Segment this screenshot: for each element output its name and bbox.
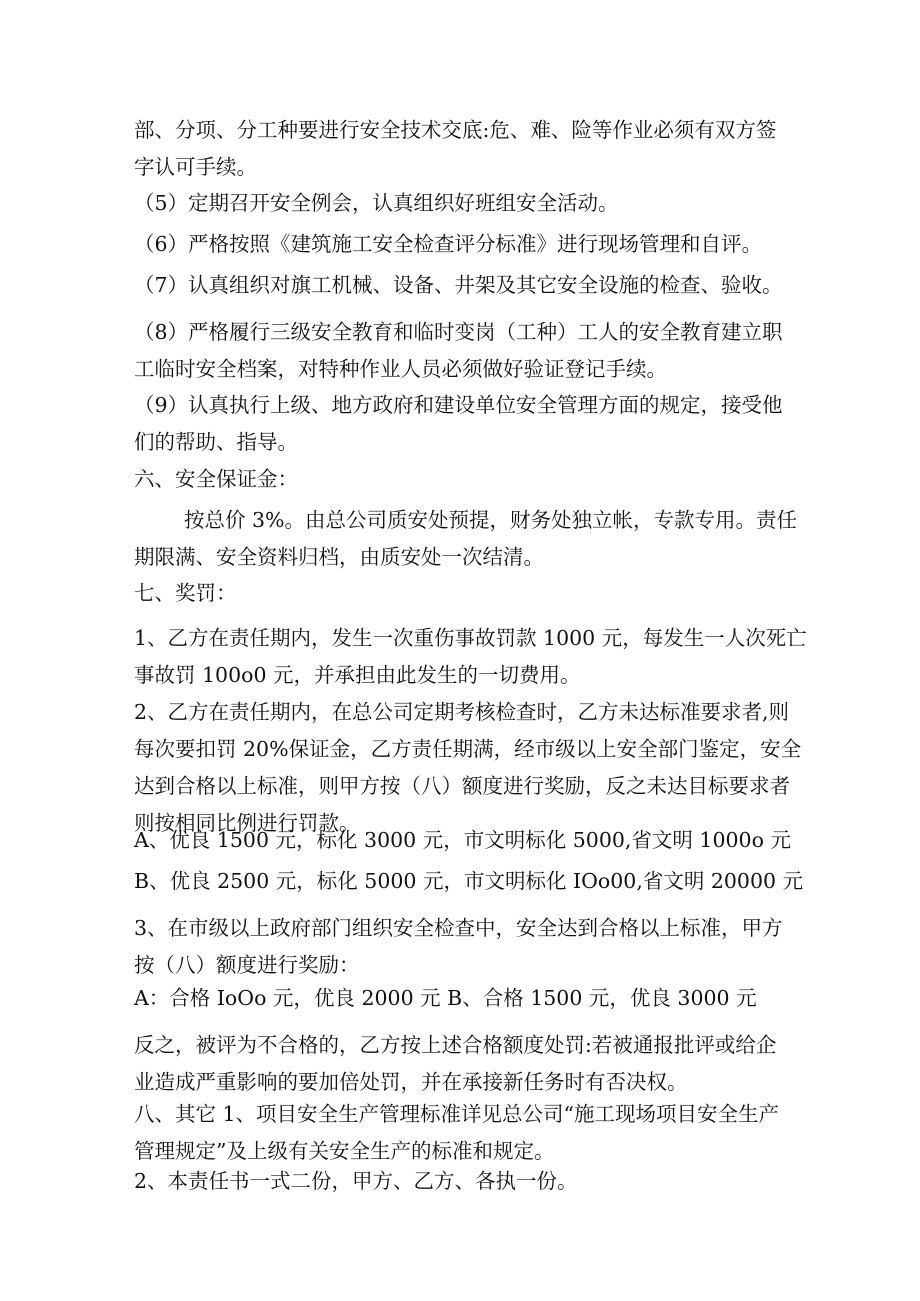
paragraph-reward-3 (134, 910, 824, 984)
paragraph-item-5 (134, 185, 824, 222)
text-line: A：合格 IoOo 元，优良 2000 元 B、合格 1500 元，优良 3000 元 (134, 986, 757, 1010)
text-line: （8）严格履行三级安全教育和临时变岗（工种）工人的安全教育建立职 (134, 320, 783, 344)
paragraph-reward-3-amounts (134, 980, 824, 1017)
paragraph-item-6 (134, 226, 824, 263)
section-heading-deposit (134, 461, 824, 498)
section-heading-other (134, 1096, 824, 1170)
text-line: 事故罚 100o0 元，并承担由此发生的一切费用。 (134, 663, 581, 687)
text-line: 按总价 3%。由总公司质安处预提，财务处独立帐，专款专用。责任 (184, 508, 798, 532)
text-line: A、优良 1500 元，标化 3000 元，市文明标化 5000,省文明 1000o 元 (134, 828, 791, 852)
text-line: 工临时安全档案，对特种作业人员必须做好验证登记手续。 (134, 357, 667, 381)
text-line: 六、安全保证金： (134, 467, 298, 491)
text-line: （9）认真执行上级、地方政府和建设单位安全管理方面的规定，接受他 (134, 393, 783, 417)
text-line: 达到合格以上标准，则甲方按（八）额度进行奖励，反之未达目标要求者 (134, 774, 790, 798)
text-line: （5）定期召开安全例会，认真组织好班组安全活动。 (134, 191, 619, 215)
paragraph-reward-2 (134, 694, 824, 842)
text-line: 期限满、安全资料归档，由质安处一次结清。 (134, 545, 544, 569)
paragraph-reward-1 (134, 620, 824, 694)
text-line: 管理规定”及上级有关安全生产的标准和规定。 (134, 1139, 555, 1163)
section-heading-rewards (134, 575, 824, 612)
paragraph-item-7 (134, 267, 824, 304)
paragraph-reward-a (134, 822, 824, 859)
text-line: 2、本责任书一式二份，甲方、乙方、各执一份。 (134, 1169, 578, 1193)
text-line: 八、其它 1、项目安全生产管理标准详见总公司“施工现场项目安全生产 (134, 1102, 780, 1126)
text-line: 字认可手续。 (134, 155, 257, 179)
text-line: 3、在市级以上政府部门组织安全检查中，安全达到合格以上标准，甲方 (134, 916, 783, 940)
paragraph-item-9 (134, 387, 824, 461)
text-line: （7）认真组织对旗工机械、设备、井架及其它安全设施的检查、验收。 (134, 273, 783, 297)
text-line: 按（八）额度进行奖励： (134, 953, 360, 977)
text-line: 七、奖罚： (134, 581, 237, 605)
text-line: 们的帮助、指导。 (134, 430, 298, 454)
text-line: 每次要扣罚 20%保证金，乙方责任期满，经市级以上安全部门鉴定，安全 (134, 737, 802, 761)
text-line: 部、分项、分工种要进行安全技术交底:危、难、险等作业必须有双方签 (134, 118, 777, 142)
text-line: 反之，被评为不合格的，乙方按上述合格额度处罚:若被通报批评或给企 (134, 1033, 777, 1057)
text-line: 2、乙方在责任期内，在总公司定期考核检查时，乙方未达标准要求者,则 (134, 700, 790, 724)
paragraph-copies (134, 1163, 824, 1200)
text-line: 则按相同比例进行罚款。 (134, 811, 360, 835)
paragraph-penalty (134, 1027, 824, 1101)
paragraph-reward-b (134, 863, 824, 900)
text-line: （6）严格按照《建筑施工安全检查评分标准》进行现场管理和自评。 (134, 232, 763, 256)
text-line: 1、乙方在责任期内，发生一次重伤事故罚款 1000 元，每发生一人次死亡 (134, 626, 807, 650)
paragraph-safety-briefing (134, 112, 824, 186)
text-line: 业造成严重影响的要加倍处罚，并在承接新任务时有否决权。 (134, 1070, 688, 1094)
paragraph-item-8 (134, 314, 824, 388)
text-line: B、优良 2500 元，标化 5000 元，市文明标化 IOo00,省文明 20000 元 (134, 869, 804, 893)
paragraph-deposit (134, 502, 824, 576)
